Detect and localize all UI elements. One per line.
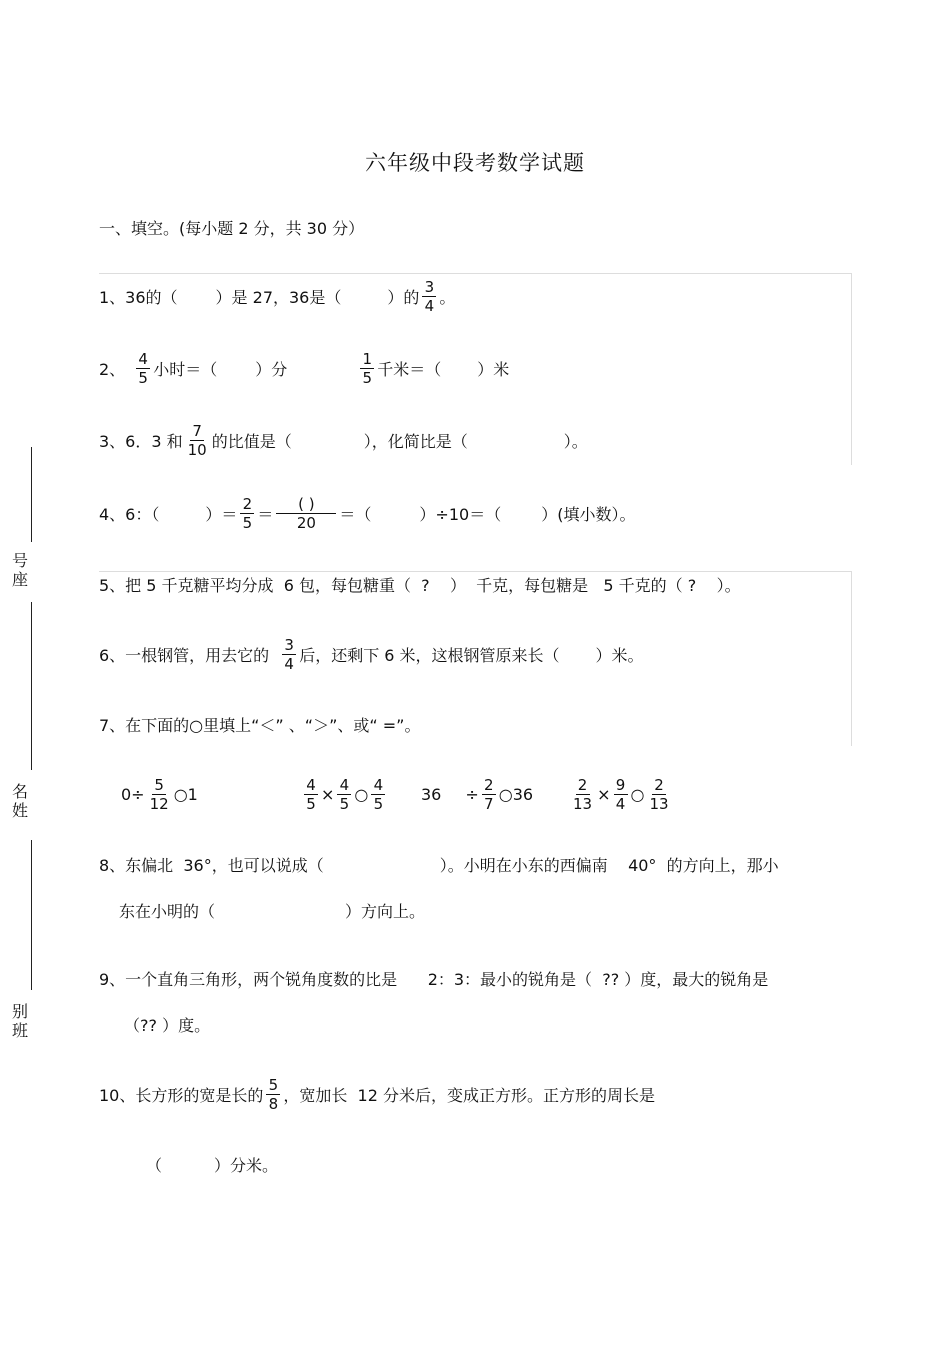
fraction: $\frac{2}{13}$ <box>649 775 669 813</box>
class-label: 别 班 <box>11 1002 28 1040</box>
question-4: 4、6：（ ）＝ $\frac{2}{5}$ ＝ $\frac{( )}{20}$ ＝（ ）÷10＝（ ）(填小数）。 <box>99 494 636 532</box>
question-2: 2、 $\frac{4}{5}$ 小时＝（ ）分 $\frac{1}{5}$ 千米＝（ ）米 <box>99 349 510 387</box>
question-5: 5、把 5 千克糖平均分成 6 包，每包糖重（ ? ） 千克，每包糖是 5 千克的（ ? ）。 <box>99 575 741 595</box>
binding-line <box>31 447 32 542</box>
binding-line <box>31 602 32 770</box>
question-7: 7、在下面的○里填上“＜” 、“＞”、或“ =”。 <box>99 715 421 735</box>
table-border-right-2 <box>851 571 852 746</box>
fraction: $\frac{3}{4}$ <box>282 636 296 673</box>
page-title: 六年级中段考数学试题 <box>365 151 585 175</box>
fraction: $\frac{2}{13}$ <box>573 775 593 813</box>
question-9-line-2: （?? ）度。 <box>124 1015 211 1035</box>
question-8: 8、东偏北 36°，也可以说成（ ）。小明在小东的西偏南 40° 的方向上，那小 <box>99 855 779 875</box>
fraction: $\frac{7}{10}$ <box>187 421 207 459</box>
compare-expression-2: $\frac{4}{5}$ × $\frac{4}{5}$ ○ $\frac{4}{5}$ <box>301 764 388 824</box>
fraction: $\frac{4}{5}$ <box>337 776 351 813</box>
compare-expression-4: $\frac{2}{13}$ × $\frac{9}{4}$ ○ $\frac{2}{13}$ <box>573 775 669 813</box>
question-10-line-2: （ ）分米。 <box>146 1155 279 1175</box>
compare-expression-1: 0÷ $\frac{5}{12}$ ○1 <box>121 775 198 813</box>
fraction: $\frac{5}{12}$ <box>149 775 169 813</box>
fraction: $\frac{4}{5}$ <box>371 776 385 813</box>
question-1: 1、36的（ ）是 27，36是（ ）的 $\frac{3}{4}$ 。 <box>99 277 456 315</box>
fraction: $\frac{5}{8}$ <box>266 1076 280 1113</box>
fraction: $\frac{2}{5}$ <box>240 495 254 532</box>
table-border-right <box>851 273 852 465</box>
question-8-line-2: 东在小明的（ ）方向上。 <box>119 901 426 921</box>
fraction: $\frac{1}{5}$ <box>360 350 374 387</box>
name-label: 名 姓 <box>11 782 28 820</box>
fraction: $\frac{2}{7}$ <box>482 776 496 813</box>
question-10: 10、长方形的宽是长的 $\frac{5}{8}$ ，宽加长 12 分米后，变成正方形。正方形的周长是 <box>99 1075 655 1113</box>
question-3: 3、6．3 和 $\frac{7}{10}$ 的比值是（ ），化简比是（ ）。 <box>99 421 588 459</box>
binding-line <box>31 840 32 990</box>
fraction: $\frac{3}{4}$ <box>422 278 436 315</box>
section-heading: 一、填空。(每小题 2 分，共 30 分） <box>99 219 365 238</box>
seat-label: 号 座 <box>11 551 28 589</box>
question-9: 9、一个直角三角形，两个锐角度数的比是 2：3：最小的锐角是（ ?? ）度，最大的锐角是 <box>99 969 769 989</box>
fraction: $\frac{4}{5}$ <box>136 350 150 387</box>
fraction: $\frac{( )}{20}$ <box>276 495 336 532</box>
fraction: $\frac{4}{5}$ <box>304 776 318 813</box>
fraction: $\frac{9}{4}$ <box>614 776 628 813</box>
compare-expression-3: 36 ÷ $\frac{2}{7}$ ○36 <box>421 775 534 813</box>
question-6: 6、一根钢管，用去它的 $\frac{3}{4}$ 后，还剩下 6 米，这根钢管原来长（ ）米。 <box>99 635 644 673</box>
